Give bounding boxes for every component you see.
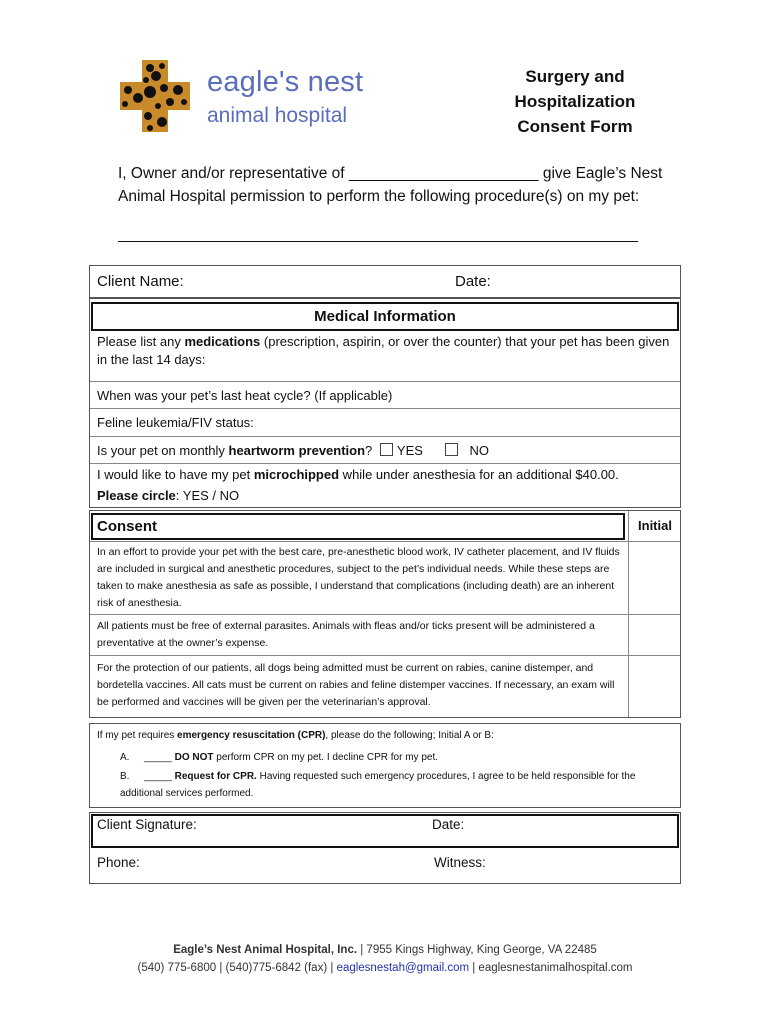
footer-address: Eagle’s Nest Animal Hospital, Inc. | 7955 Kings Highway, King George, VA 22485 bbox=[173, 944, 597, 956]
date-label[interactable]: Date: bbox=[455, 273, 491, 290]
microchip-circle-options[interactable]: Please circle: YES / NO bbox=[97, 488, 240, 503]
form-title: Surgery and Hospitalization Consent Form bbox=[514, 67, 636, 136]
divider bbox=[90, 408, 680, 409]
medical-heading: Medical Information bbox=[314, 308, 456, 325]
witness-label[interactable]: Witness: bbox=[434, 855, 486, 870]
logo-subname: animal hospital bbox=[207, 104, 348, 127]
microchip-question: I would like to have my pet microchipped while under anesthesia for an additional $40.00. bbox=[97, 467, 619, 482]
heartworm-yes-checkbox[interactable] bbox=[380, 443, 393, 456]
logo-name: eagle's nest bbox=[207, 66, 364, 98]
divider bbox=[90, 541, 680, 542]
heartworm-question: Is your pet on monthly heartworm prevention? YES NO bbox=[97, 443, 490, 458]
intro-paragraph: I, Owner and/or representative of ______________________ give Eagle’s Nest Animal Hospital permission to perform the following procedure(s) on my pet: bbox=[118, 165, 663, 205]
heartworm-no-checkbox[interactable] bbox=[445, 443, 458, 456]
procedure-blank-line[interactable] bbox=[118, 241, 638, 242]
consent-heading: Consent bbox=[97, 518, 157, 535]
client-name-label[interactable]: Client Name: bbox=[97, 273, 184, 290]
email-link[interactable]: eaglesnestah@gmail.com bbox=[336, 962, 470, 974]
consent-parasites-text: All patients must be free of external parasites. Animals with fleas and/or ticks present will be administered a preventative at the owner’s expense. bbox=[97, 620, 595, 649]
cpr-option-a[interactable]: A. _____ DO NOT perform CPR on my pet. I decline CPR for my pet. bbox=[120, 752, 439, 763]
divider bbox=[90, 655, 680, 656]
initial-box-vaccines[interactable] bbox=[629, 656, 680, 717]
consent-vaccines-text: For the protection of our patients, all dogs being admitted must be current on rabies, canine distemper, and bordetella vaccines. All cats must be current on rabies and feline distemper vaccines. If necessary, an exam will be performed and vaccines will be given per the veterinarian’s approval. bbox=[97, 662, 615, 708]
divider bbox=[90, 614, 680, 615]
client-signature-label[interactable]: Client Signature: bbox=[97, 817, 197, 832]
heat-cycle-question[interactable]: When was your pet’s last heat cycle? (If applicable) bbox=[97, 388, 393, 403]
initial-box-parasites[interactable] bbox=[629, 615, 680, 655]
consent-anesthesia-text: In an effort to provide your pet with the best care, pre-anesthetic blood work, IV catheter placement, and IV fluids are included in surgical and anesthetic procedures, subject to the pet’s individual needs. While these steps are taken to make anesthesia as safe as possible, I understand that complications (including death) are an inherent risk of anesthesia. bbox=[97, 546, 620, 609]
footer-contact: (540) 775-6800 | (540)775-6842 (fax) | eaglesnestah@gmail.com | eaglesnestanimalhospital.com bbox=[137, 962, 633, 974]
initial-heading: Initial bbox=[638, 518, 672, 533]
consent-heading-box bbox=[91, 513, 625, 540]
logo-cross-icon bbox=[120, 60, 190, 132]
initial-box-anesthesia[interactable] bbox=[629, 542, 680, 614]
divider bbox=[90, 436, 680, 437]
medications-question[interactable]: Please list any medications (prescription, aspirin, or over the counter) that your pet has been given in the last 14 days: bbox=[97, 334, 670, 367]
cpr-option-b[interactable]: B. _____ Request for CPR. Having requested such emergency procedures, I agree to be held responsible for the additional services performed. bbox=[120, 771, 636, 799]
divider bbox=[90, 463, 680, 464]
felv-question[interactable]: Feline leukemia/FIV status: bbox=[97, 415, 254, 430]
divider bbox=[90, 381, 680, 382]
phone-label[interactable]: Phone: bbox=[97, 855, 140, 870]
signature-date-label[interactable]: Date: bbox=[432, 817, 465, 832]
cpr-intro: If my pet requires emergency resuscitation (CPR), please do the following; Initial A or B: bbox=[97, 730, 494, 741]
